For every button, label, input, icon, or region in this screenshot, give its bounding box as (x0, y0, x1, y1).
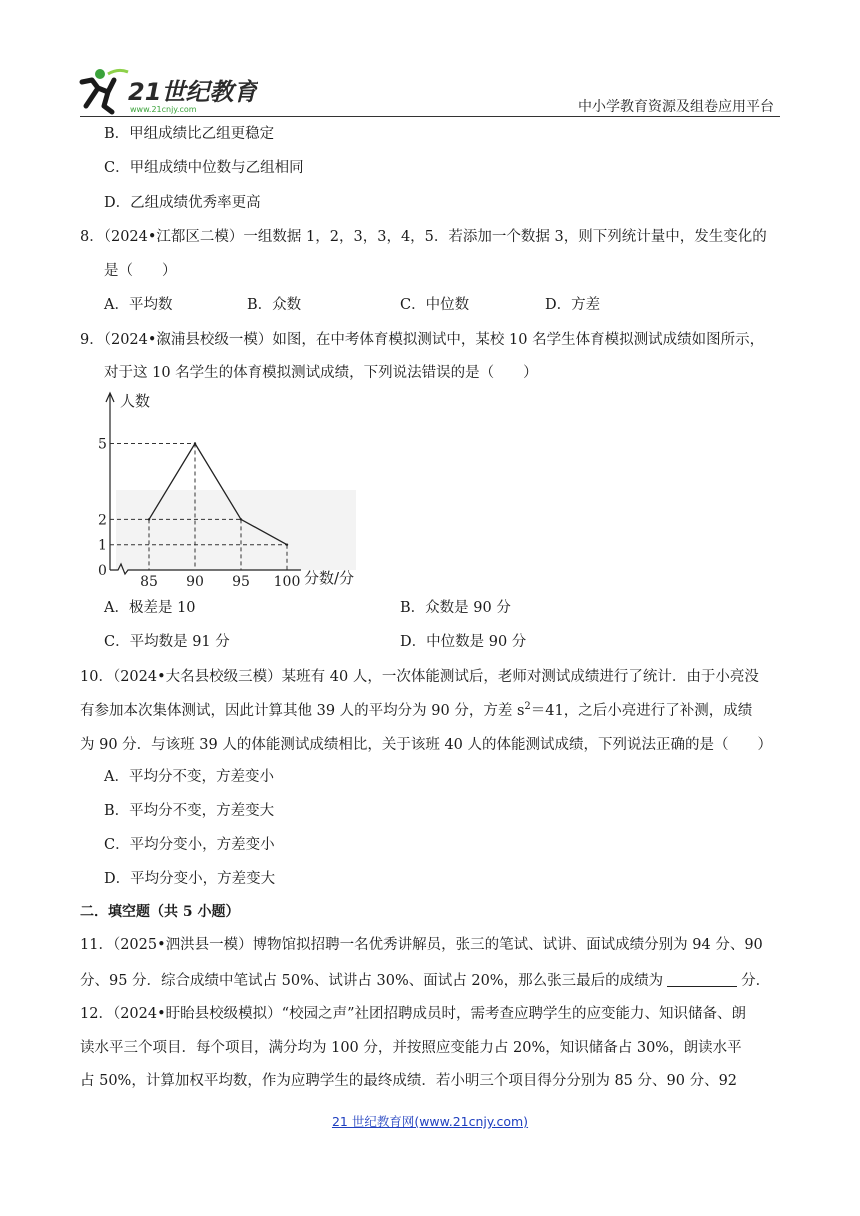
q7-option-c: C．甲组成绩中位数与乙组相同 (104, 160, 304, 176)
q7-option-d: D．乙组成绩优秀率更高 (104, 195, 261, 211)
q9-option-a: A．极差是 10 (104, 600, 196, 616)
section-fill-in-title: 二．填空题（共 5 小题） (80, 904, 240, 920)
platform-name: 中小学教育资源及组卷应用平台 (578, 99, 774, 115)
q12-stem-line2: 读水平三个项目．每个项目，满分均为 100 分，并按照应变能力占 20%，知识储备占 30%，朗读水平 (80, 1040, 742, 1056)
logo-url-text: www.21cnjy.com (130, 105, 197, 114)
chart-data-point (286, 544, 288, 546)
q10-option-d: D．平均分变小，方差变大 (104, 871, 276, 887)
q9-option-c: C．平均数是 91 分 (104, 634, 230, 650)
q10-stem-line2 (80, 701, 752, 721)
q9-stem-line1: 9．（2024•溆浦县校级一模）如图，在中考体育模拟测试中，某校 10 名学生体育模拟测试成绩如图所示， (80, 332, 765, 348)
q9-option-b: B．众数是 90 分 (400, 600, 511, 616)
chart-y-label: 人数 (120, 392, 151, 410)
q11-line2-part-b: 分． (741, 973, 771, 989)
chart-x-tick-label: 90 (186, 574, 204, 590)
score-line-chart (96, 390, 366, 590)
q12-stem-line1: 12．（2024•盱眙县校级模拟）“校园之声”社团招聘成员时，需考查应聘学生的应变能力、知识储备、朗 (80, 1006, 746, 1022)
q8-option-d: D．方差 (545, 297, 601, 313)
q8-stem-line2: 是（ ） (104, 263, 177, 279)
q12-stem-line3: 占 50%，计算加权平均数，作为应聘学生的最终成绩．若小明三个项目得分分别为 85 分、90 分、92 (80, 1073, 738, 1089)
header-divider (80, 116, 780, 117)
q11-answer-blank[interactable] (667, 970, 737, 987)
q10-line2-part-a: 有参加本次集体测试，因此计算其他 39 人的平均分为 90 分，方差 s (80, 703, 525, 719)
q9-stem-line2: 对于这 10 名学生的体育模拟测试成绩，下列说法错误的是（ ） (104, 365, 538, 381)
chart-y-tick-label: 2 (98, 512, 107, 529)
chart-x-tick-label: 95 (232, 574, 250, 590)
q11-line2-part-a: 分、95 分．综合成绩中笔试占 50%、试讲占 30%、面试占 20%，那么张三最后的成绩为 (80, 973, 664, 989)
chart-grid-background (116, 490, 356, 570)
chart-origin-label: 0 (98, 563, 107, 579)
q10-stem-line3: 为 90 分．与该班 39 人的体能测试成绩相比，关于该班 40 人的体能测试成绩，下列说法正确的是（ ） (80, 737, 773, 753)
site-logo (78, 66, 258, 118)
q7-option-b: B．甲组成绩比乙组更稳定 (104, 126, 275, 142)
chart-y-tick-label: 5 (98, 436, 107, 453)
q10-superscript: 2 (524, 701, 531, 713)
q10-stem-line1: 10．（2024•大名县校级三模）某班有 40 人，一次体能测试后，老师对测试成绩进行了统计．由于小亮没 (80, 669, 759, 685)
chart-data-point (240, 518, 242, 520)
q10-option-b: B．平均分不变，方差变大 (104, 803, 275, 819)
q8-option-a: A．平均数 (104, 297, 173, 313)
chart-x-tick-label: 100 (273, 574, 301, 590)
q8-option-c: C．中位数 (400, 297, 470, 313)
q8-option-b: B．众数 (247, 297, 302, 313)
q10-option-a: A．平均分不变，方差变小 (104, 769, 274, 785)
chart-data-point (194, 442, 196, 444)
chart-y-tick-label: 1 (98, 537, 107, 554)
chart-data-point (148, 518, 150, 520)
q11-stem-line1: 11．（2025•泗洪县一模）博物馆拟招聘一名优秀讲解员，张三的笔试、试讲、面试成绩分别为 94 分、90 (80, 937, 763, 953)
footer-link[interactable]: 21 世纪教育网(www.21cnjy.com) (331, 1114, 529, 1129)
q10-option-c: C．平均分变小，方差变小 (104, 837, 275, 853)
logo-main-text: 21世纪教育 (128, 78, 258, 106)
chart-x-label: 分数/分 (304, 569, 355, 587)
q8-stem-line1: 8．（2024•江都区二模）一组数据 1，2，3，3，4，5．若添加一个数据 3，则下列统计量中，发生变化的 (80, 229, 767, 245)
q10-line2-part-b: ＝41，之后小亮进行了补测，成绩 (530, 703, 753, 719)
chart-x-tick-label: 85 (140, 574, 158, 590)
q11-stem-line2 (80, 970, 770, 991)
runner-icon (82, 69, 128, 112)
q9-option-d: D．中位数是 90 分 (400, 634, 527, 650)
